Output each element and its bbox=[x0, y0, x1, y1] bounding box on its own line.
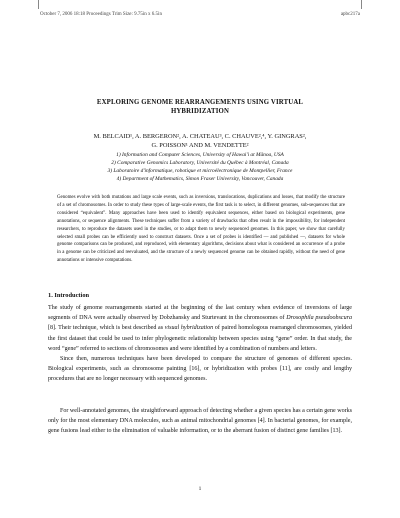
affiliation-3: 3) Laboratoire d'informatique, robotique et microélectronique de Montpellier, France bbox=[107, 168, 293, 174]
crop-mark-left bbox=[38, 0, 39, 9]
paper-title: EXPLORING GENOME REARRANGEMENTS USING VIRTUAL HYBRIDIZATION bbox=[96, 99, 304, 115]
term-emphasis: visual hybridization bbox=[164, 325, 214, 332]
affiliation-list bbox=[75, 151, 325, 183]
crop-mark-right bbox=[361, 0, 362, 9]
abstract: Genomes evolve with both mutations and large scale events, such as inversions, translocations, duplications and losses, that modify the structure of a set of chromosomes. In order to study these types of large-scale events, the first task is to select, in different genomes, sub-sequences that are considered “equivalent”. Many approaches have been used to identify equivalent sequences, either based on biological experiments, gene annotations, or sequence alignments. These techniques suffer from a variety of drawbacks that often result in the impossibility, for independent researchers, to reproduce the datasets used in the studies, or to adapt them to newly sequenced genomes. In this paper, we show that carefully selected small probes can be efficiently used to construct datasets. Once a set of probes is identified — and published —, datasets for whole genome comparisons can be produced, and reproduced, with elementary algorithms, decisions about what is considered an occurrence of a probe in a genome can be criticized and reevaluated, and the structure of a newly sequenced genome can be obtained rapidly, without the need of gene annotations or intensive computations. bbox=[57, 195, 345, 264]
affiliation-4: 4) Department of Mathematics, Simon Fraser University, Vancouver, Canada bbox=[116, 176, 284, 182]
body-paragraph: The study of genome rearrangements started at the beginning of the last century when evidence of inversions of large segments of DNA were actually observed by Dobzhansky and Sturtevant in the chromosomes of Drosophila pseudoobscura [8]. Their technique, which is best described as visual hybridization of paired homologous rearranged chromosomes, yielded the first dataset that could be used to infer phylogenetic relationship between species using “gene” order. In that study, the word “gene” referred to sections of chromosomes and were identified by a combination of numbers and letters. bbox=[48, 305, 353, 352]
author-list bbox=[80, 132, 320, 150]
author-line-1: M. BELCAID¹, A. BERGERON², A. CHATEAU³, C. CHAUVE²,⁴, Y. GINGRAS², bbox=[93, 133, 307, 140]
section-heading: 1. Introduction bbox=[48, 292, 90, 299]
header-left-text: October 7, 2006 18:18 Proceedings Trim Size: 9.75in x 6.5in bbox=[40, 12, 162, 17]
body-paragraph: Since then, numerous techniques have been developed to compare the structure of genomes of different species. Biological experiments, such as chromosome painting [16], or hybridization with probes [11], are costly and lengthy procedures that are no longer necessary with sequenced genomes. bbox=[48, 356, 352, 383]
species-name: Drosophila pseudoobscura bbox=[286, 315, 353, 322]
affiliation-2: 2) Comparative Genomics Laboratory, Université du Québec à Montréal, Canada bbox=[111, 160, 289, 166]
page-number: 1 bbox=[198, 486, 202, 492]
header-right-text: apbc217a bbox=[340, 12, 360, 17]
body-paragraph: For well-annotated genomes, the straightforward approach of detecting whether a given species has a certain gene works only for the most elementary DNA molecules, such as animal mitochondrial genomes [4]. In bacterial genomes, for example, gene fusions lead either to the elimination of valuable information, or to the aberrant fusion of distinct gene families [13]. bbox=[48, 408, 352, 435]
running-header bbox=[40, 0, 360, 22]
author-line-2: G. POISSON¹ AND M. VENDETTE² bbox=[151, 142, 249, 149]
affiliation-1: 1) Information and Computer Sciences, University of Hawai'i at Mānoa, USA bbox=[116, 152, 284, 158]
